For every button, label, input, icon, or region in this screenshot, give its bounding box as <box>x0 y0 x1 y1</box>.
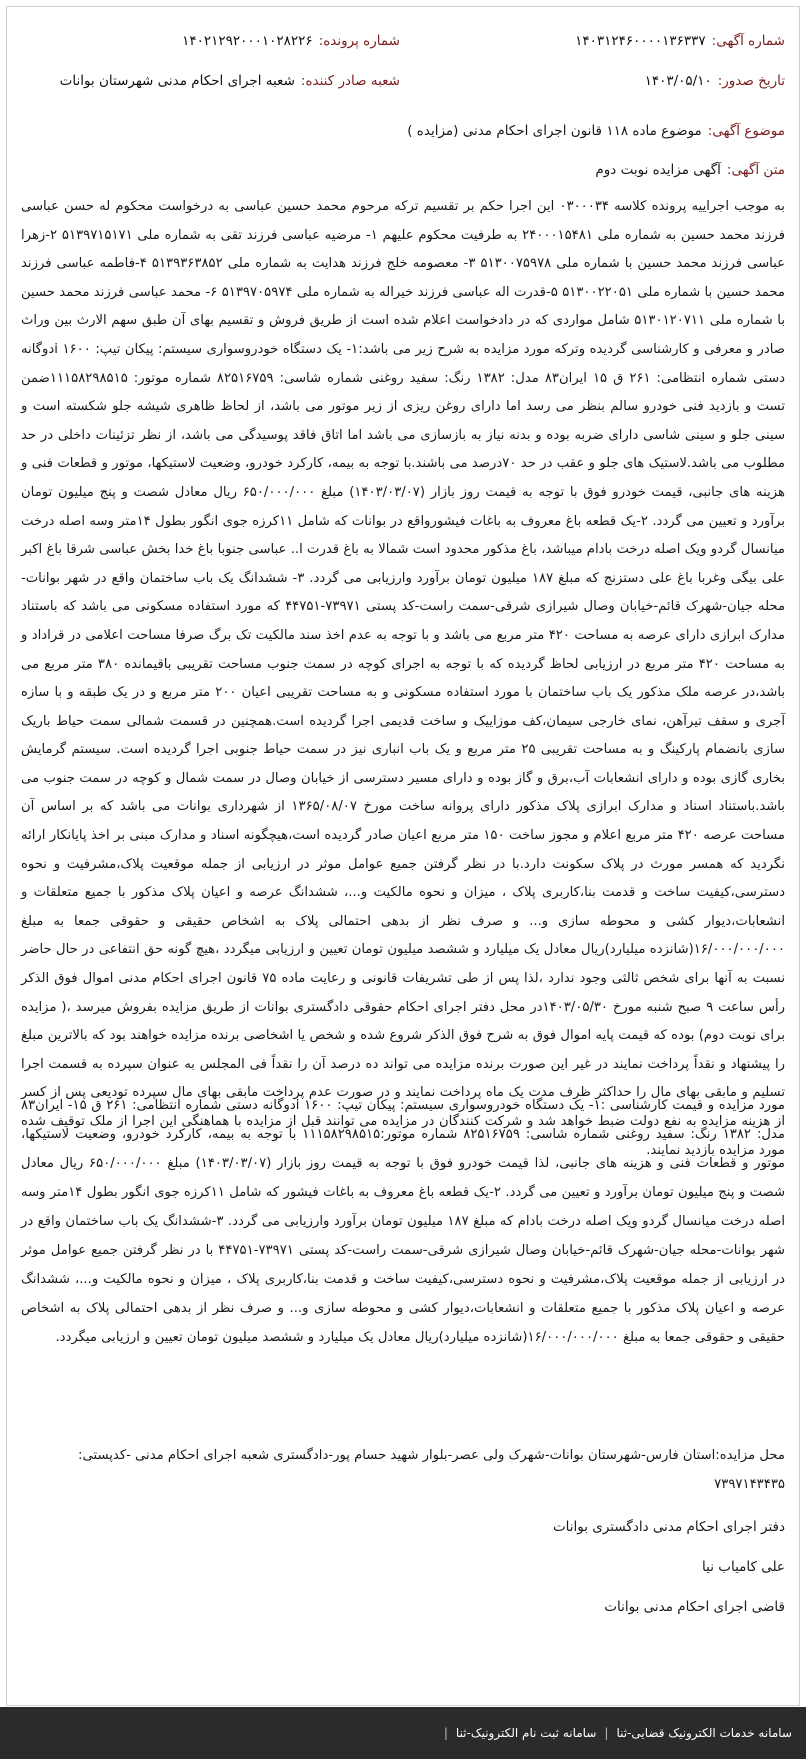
notice-subject <box>407 123 785 139</box>
case-number-row <box>182 35 400 49</box>
footer-separator-end: | <box>443 1726 448 1740</box>
signer-title: قاضی اجرای احکام مدنی بوانات <box>604 1599 785 1615</box>
footer-separator: | <box>604 1726 609 1740</box>
issue-date-row <box>645 75 785 89</box>
issuing-branch-value: شعبه اجرای احکام مدنی شهرستان بوانات <box>59 73 295 89</box>
footer-link-sana-services[interactable]: سامانه خدمات الکترونیک قضایی-ثنا <box>616 1726 792 1740</box>
notice-text-heading <box>595 162 785 178</box>
text-label: متن آگهی: <box>726 162 785 178</box>
ad-number-row <box>575 35 785 49</box>
issuing-branch-label: شعبه صادر کننده: <box>300 73 400 89</box>
case-number-label: شماره پرونده: <box>318 33 400 49</box>
auction-details-text: مورد مزایده و قیمت کارشناسی :۱- یک دستگاه خودروسواری سیستم: پیکان تیپ: ۱۶۰۰ iدوگانه دستی شماره انتظامی: ۲۶۱ ق ۱۵- ایران۸۳ مدل: ۱۳۸۲ رنگ: سفید روغنی شماره شاسی: ۸۲۵۱۶۷۵۹ شماره موتور:۱۱۱۵۸۲۹۸۵۱۵ با توجه به بیمه، کارکرد خودرو، وضعیت لاستیکها، موتور و قطعات فنی و هزینه های جانبی، لذا قیمت خودرو فوق با توجه به قیمت روز بازار (۱۴۰۳/۰۳/۰۷) مبلغ ۶۵۰/۰۰۰/۰۰۰ ریال معادل شصت و پنج میلیون تومان برآورد و تعیین می گردد. ۲-یک قطعه باغ معروف به باغات فیشور که شامل ۱۱کرزه جوی انگور بطول ۱۴متر وسه اصله درخت میانسال گردو ویک اصله درخت بادام که مبلغ ۱۸۷ میلیون تومان برآورد وارزیابی می گردد. ۳-ششدانگ یک باب ساختمان واقع در شهر بوانات-محله جیان-شهرک قائم-خیابان وصال شیرازی شرقی-سمت راست-کد پستی ۷۳۹۷۱-۴۴۷۵۱ با در نظر گرفتن جمیع عوامل موثر در ارزیابی از جمله موقعیت پلاک،مشرفیت و نحوه دسترسی،کیفیت ساخت و قدمت بنا،کاربری پلاک ، میزان و نحوه مالکیت و...، ششدانگ عرصه و اعیان پلاک مذکور با جمیع متعلقات و انشعابات،دیوار کشی و محوطه سازی و... و صرف نظر از بدهی احتمالی پلاک به اشخاص حقیقی و حقوقی جمعا به مبلغ ۱۶/۰۰۰/۰۰۰/۰۰۰(شانزده میلیارد)ریال معادل یک میلیارد و ششصد میلیون تومان تعیین و ارزیابی میگردد. <box>21 1098 786 1345</box>
footer-bar <box>0 1707 806 1759</box>
signer-office: دفتر اجرای احکام مدنی دادگستری بوانات <box>552 1519 785 1535</box>
issue-date-label: تاریخ صدور: <box>717 73 785 89</box>
ad-number-value: ۱۴۰۳۱۲۴۶۰۰۰۰۱۳۶۳۳۷ <box>575 33 706 49</box>
subject-label: موضوع آگهی: <box>707 123 785 139</box>
auction-location-text: محل مزایده:استان فارس-شهرستان بوانات-شهرک ولی عصر-بلوار شهید حسام پور-دادگستری شعبه اجرای احکام مدنی -کدپستی: ۷۳۹۷۱۴۳۴۳۵ <box>78 1448 785 1492</box>
case-number-value: ۱۴۰۲۱۲۹۲۰۰۰۱۰۲۸۲۲۶ <box>182 33 313 49</box>
notice-card <box>6 6 800 1706</box>
text-heading-value: آگهی مزایده نوبت دوم <box>595 162 721 178</box>
issue-date-value: ۱۴۰۳/۰۵/۱۰ <box>644 73 712 89</box>
footer-link-sana-registration[interactable]: سامانه ثبت نام الکترونیک-ثنا <box>455 1726 597 1740</box>
signer-name: علی کامیاب نیا <box>702 1559 785 1575</box>
notice-body-text: به موجب اجراییه پرونده کلاسه ۰۳۰۰۰۳۴ این اجرا حکم بر تقسیم ترکه مرحوم محمد حسین عباسی به درخواست محکوم له حسن عباسی فرزند محمد حسین به شماره ملی ۲۴۰۰۰۱۵۴۸۱ به طرفیت محکوم علیهم ۱- مرضیه عباسی فرزند تقی به شماره ملی ۵۱۳۹۷۱۵۱۷۱ ۲-زهرا عباسی فرزند محمد حسین با شماره ملی ۵۱۳۰۰۷۵۹۷۸ ۳- معصومه خلج فرزند هدایت به شماره ملی ۵۱۳۹۳۶۳۸۵۲ ۴-فاطمه عباسی فرزند محمد حسین با شماره ملی ۵۱۳۰۰۲۲۰۵۱ ۵-قدرت اله عباسی فرزند خیراله به شماره ملی ۵۱۳۹۷۰۵۹۷۴ ۶- محمد عباسی فرزند محمد حسین با شماره ملی ۵۱۳۰۱۲۰۷۱۱ شامل مواردی که در دادخواست اعلام شده است از طریق فروش و تقسیم بهای آن طبق سهم الارث بین وراث صادر و معرفی و کارشناسی گردیده وترکه مورد مزایده به شرح زیر می باشد:۱- یک دستگاه خودروسواری سیستم: پیکان تیپ: ۱۶۰۰ iدوگانه دستی شماره انتظامی: ۲۶۱ ق ۱۵ ایران۸۳ مدل: ۱۳۸۲ رنگ: سفید روغنی شماره شاسی: ۸۲۵۱۶۷۵۹ شماره موتور: ۱۱۱۵۸۲۹۸۵۱۵ضمن تست و بازدید فنی خودرو سالم بنظر می رسد اما دارای روغن ریزی از زیر موتور می باشد، از لحاظ ظاهری شیشه جلو شکسته است و سینی جلو و سینی شاسی دارای ضربه بوده و بدنه نیاز به بازسازی می باشد اما اتاق فاقد پوسیدگی می باشد، از نظر تزئینات داخلی در حد مطلوب می باشد.لاستیک های جلو و عقب در حد ۷۰درصد می باشند.با توجه به بیمه، کارکرد خودرو، وضعیت لاستیکها، موتور و قطعات فنی و هزینه های جانبی، قیمت خودرو فوق با توجه به قیمت روز بازار (۱۴۰۳/۰۳/۰۷) مبلغ ۶۵۰/۰۰۰/۰۰۰ ریال معادل شصت و پنج میلیون تومان برآورد و تعیین می گردد. ۲-یک قطعه باغ معروف به باغات فیشورواقع در بوانات که شامل ۱۱کرزه جوی انگور بطول ۱۴متر وسه اصله درخت میانسال گردو ویک اصله درخت بادام میباشد، باغ مذکور محدود است شمالا به باغ قدرت ا.. عباسی جنوبا باغ خدا بخش عباسی شرقا باغ اکبر علی بیگی وغربا باغ علی دستزنج که مبلغ ۱۸۷ میلیون تومان برآورد وارزیابی می گردد. ۳- ششدانگ یک باب ساختمان واقع در شهر بوانات-محله جیان-شهرک قائم-خیابان وصال شیرازی شرقی-سمت راست-کد پستی ۷۳۹۷۱-۴۴۷۵۱ که مورد استفاده مسکونی می باشد که باستناد مدارک ابرازی دارای عرصه به مساحت ۴۲۰ متر مربع می باشد و با توجه به عدم اخذ سند مالکیت تک برگ صرفا مساحت اعلامی در قراداد و به مساحت ۴۲۰ متر مربع در ارزیابی لحاظ گردیده که با توجه به اجرای کوچه در سمت جنوب مساحت تقریبی باقیمانده ۳۸۰ متر مربع می باشد،در عرصه ملک مذکور یک باب ساختمان با مورد استفاده مسکونی و به مساحت تقریبی اعیان ۲۰۰ متر مربع و در یک طبقه و با سازه آجری و سقف تیرآهن، نمای خارجی سیمان،کف موزاییک و ساخت قدیمی اجرا گردیده است.همچنین در قسمت شمالی سمت حیاط باریک سازی بانضمام پارکینگ و به مساحت تقریبی ۲۵ متر مربع و یک باب انباری نیز در سمت حیاط جنوبی اجرا گردیده است. سیستم گرمایش بخاری گازی بوده و دارای انشعابات آب،برق و گاز بوده و دارای مسیر دسترسی از خیابان وصال در سمت شمال و کوچه در سمت جنوب می باشد.باستناد اسناد و مدارک ابرازی پلاک مذکور دارای پروانه ساخت مورخ ۱۳۶۵/۰۸/۰۷ از شهرداری بوانات می باشد که بر اساس آن مساحت عرصه ۴۲۰ متر مربع اعلام و مجوز ساخت ۱۵۰ متر مربع اعیان صادر گردیده است،هیچگونه اسناد و مدارک مبنی بر اخذ پایانکار ارائه نگردید که همسر مورث در پلاک سکونت دارد.با در نظر گرفتن جمیع عوامل موثر در ارزیابی از جمله موقعیت پلاک،مشرفیت و نحوه دسترسی،کیفیت ساخت و قدمت بنا،کاربری پلاک ، میزان و نحوه مالکیت و...، ششدانگ عرصه و اعیان پلاک مذکور با جمیع متعلقات و انشعابات،دیوار کشی و محوطه سازی و... و صرف نظر از بدهی احتمالی پلاک به اشخاص حقیقی و حقوقی جمعا به مبلغ ۱۶/۰۰۰/۰۰۰/۰۰۰(شانزده میلیارد)ریال معادل یک میلیارد و ششصد میلیون تومان تعیین و ارزیابی میگردد ،هیچ گونه حق انتفاعی در حال حاضر نسبت به آنها برای شخص ثالثی وجود ندارد ،لذا پس از طی تشریفات قانونی و رعایت ماده ۷۵ قانون اجرای احکام مدنی اموال فوق الذکر رأس ساعت ۹ صبح شنبه مورخ ۱۴۰۳/۰۵/۳۰در محل دفتر اجرای احکام حقوقی دادگستری بوانات از طریق مزایده بفروش میرسد ،( مزایده برای نوبت دوم) بوده که قیمت پایه اموال فوق به شرح فوق الذکر شروع شده و شخص یا اشخاصی برنده مزایده خواهند بود که بالاترین مبلغ را پیشنهاد و نقداً پرداخت نمایند در غیر این صورت برنده مزایده می تواند ده درصد آن را نقداً فی المجلس به عنوان سپرده به قسمت اجرا تسلیم و مابقی بهای مال را حداکثر ظرف مدت یک ماه پرداخت نمایند و در صورت عدم پرداخت مابقی بهای مال سپرده تودیعی پس از کسر از هزینه مزایده به نفع دولت ضبط خواهد شد و شرکت کنندگان در مزایده می توانند قبل از مزایده با هماهنگی این اجرا از ملک توقیف شده مورد مزایده بازدید نمایند. <box>21 199 786 1158</box>
subject-value: موضوع ماده ۱۱۸ قانون اجرای احکام مدنی (مزایده ) <box>407 123 702 139</box>
ad-number-label: شماره آگهی: <box>711 33 785 49</box>
issuing-branch-row <box>60 75 400 89</box>
